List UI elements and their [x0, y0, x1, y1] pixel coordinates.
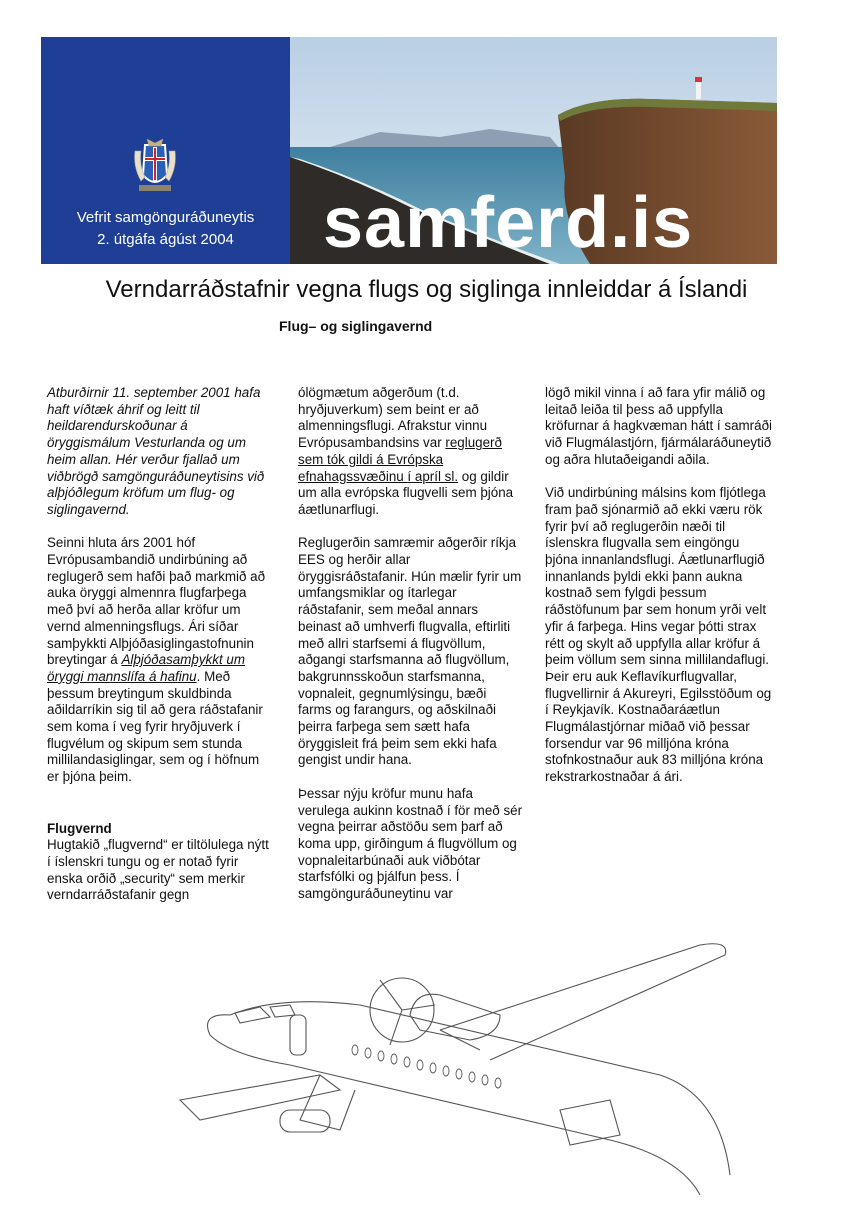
masthead-banner	[41, 37, 777, 264]
airplane-line-drawing	[140, 935, 740, 1205]
article-paragraph: Reglugerðin samræmir aðgerðir ríkja EES og herðir allar öryggisráðstafanir. Hún mælir fyrir um umfangsmiklar og ítarlegar ráðstafanir, sem meðal annars beinast að umhverfi flugvalla, eftirliti með allri starfsemi á flugvöllum, aðgangi starfsmanna að flugvöllum, bakgrunnsskoðun starfsmanna, vopnaleit, gegnumlýsingu, bæði farms og farangurs, og aðskilnaði þeirra farþega sem sætt hafa öryggisleit frá þeim sem ekki hafa gengist undir hana.	[298, 535, 522, 768]
article-paragraph: Við undirbúning málsins kom fljótlega fram það sjónarmið að ekki væru rök fyrir því að reglugerðin næði til íslenskra flugvalla sem eingöngu þjóna innanlandsflugi. Áætlunarflugið innanlands þyldi ekki þann aukna kostnað sem fylgdi þessum ráðstöfunum þar sem honum yrði velt yfir á farþega. Hins vegar þótti strax rétt og skylt að uppfylla allar kröfur á þeim völlum sem sinna millilandaflugi. Þeir eru auk Keflavíkurflugvallar, flugvellirnir á Akureyri, Egilsstöðum og í Reykjavík. Kostnaðaráætlun Flugmálastjórnar miðað við þessar forsendur var 96 milljóna króna stofnkostnaður auk 83 milljóna króna rekstrarkostnaðar á ári.	[545, 485, 772, 785]
paragraph-text: og gildir um alla evrópska flugvelli sem þjóna áætlunarflugi.	[298, 468, 514, 517]
article-subheading: Flug– og siglingavernd	[279, 318, 433, 334]
article-paragraph: Hugtakið „flugvernd“ er tiltölulega nýtt í íslenskri tungu og er notað fyrir enska orðið „security“ sem merkir verndarráðstafanir gegn	[47, 837, 269, 903]
regulation-link[interactable]: reglugerð sem tók gildi á Evrópska efnahagssvæðinu í apríl sl.	[298, 435, 502, 484]
article-paragraph	[47, 535, 269, 786]
article-column-2	[298, 385, 523, 919]
solas-convention-link[interactable]: Alþjóðasamþykkt um öryggi mannslífa á hafinu	[47, 652, 245, 684]
article-column-3	[545, 385, 775, 803]
article-paragraph: Þessar nýju kröfur munu hafa verulega aukinn kostnað í för með sér vegna þeirrar aðstöðu sem þarf að koma upp, girðingum á flugvöllum og vopnaleitarbúnaði auk viðbótar starfsfólki og þjálfun þess. Í samgönguráðuneytinu var	[298, 785, 523, 902]
section-heading-flugvernd: Flugvernd	[47, 820, 112, 836]
article-lead: Atburðirnir 11. september 2001 hafa haft víðtæk áhrif og leitt til heildarendurskoðunar á öryggismálum Vesturlanda og um heim allan. Hér verður fjallað um viðbrögð samgönguráðuneytisins við alþjóðlegum kröfum um flug- og siglingavernd.	[47, 385, 265, 517]
page-title: Verndarráðstafnir vegna flugs og siglinga innleiddar á Íslandi	[105, 276, 748, 303]
banner-subtitle-line1: Vefrit samgönguráðuneytis	[76, 209, 255, 226]
masthead-blue-panel	[41, 37, 290, 264]
article-paragraph	[298, 385, 523, 519]
paragraph-text: Seinni hluta árs 2001 hóf Evrópusambandið undirbúning að reglugerð sem hafði það markmið að auka öryggi almennra flugfarþega með því að herða allar kröfur um vernd almenningsflugs. Ári síðar samþykkti Alþjóðasiglingastofnunin breytingar á	[47, 535, 266, 668]
coat-of-arms-icon	[131, 137, 179, 195]
article-column-1	[47, 385, 269, 921]
paragraph-text: ólögmætum aðgerðum (t.d. hryðjuverkum) sem beint er að almenningsflugi. Afrakstur vinnu Evrópusambandsins var	[298, 385, 488, 451]
paragraph-text: . Með þessum breytingum skuldbinda aðildarríkin sig til að gera ráðstafanir sem koma í veg fyrir hryðjuverk í flugvélum og skipum sem stunda millilandasiglingar, sem og í höfnum er þjóna þeim.	[47, 668, 263, 785]
brand-wordmark: samferd.is	[323, 183, 694, 263]
article-paragraph: lögð mikil vinna í að fara yfir málið og leitað leiða til þess að uppfylla kröfurnar á hagkvæman hátt í samráði við Flugmálastjórn, fjármálaráðuneytið og aðra hlutaðeigandi aðila.	[545, 385, 773, 467]
banner-subtitle-line2: 2. útgáfa ágúst 2004	[97, 231, 234, 248]
